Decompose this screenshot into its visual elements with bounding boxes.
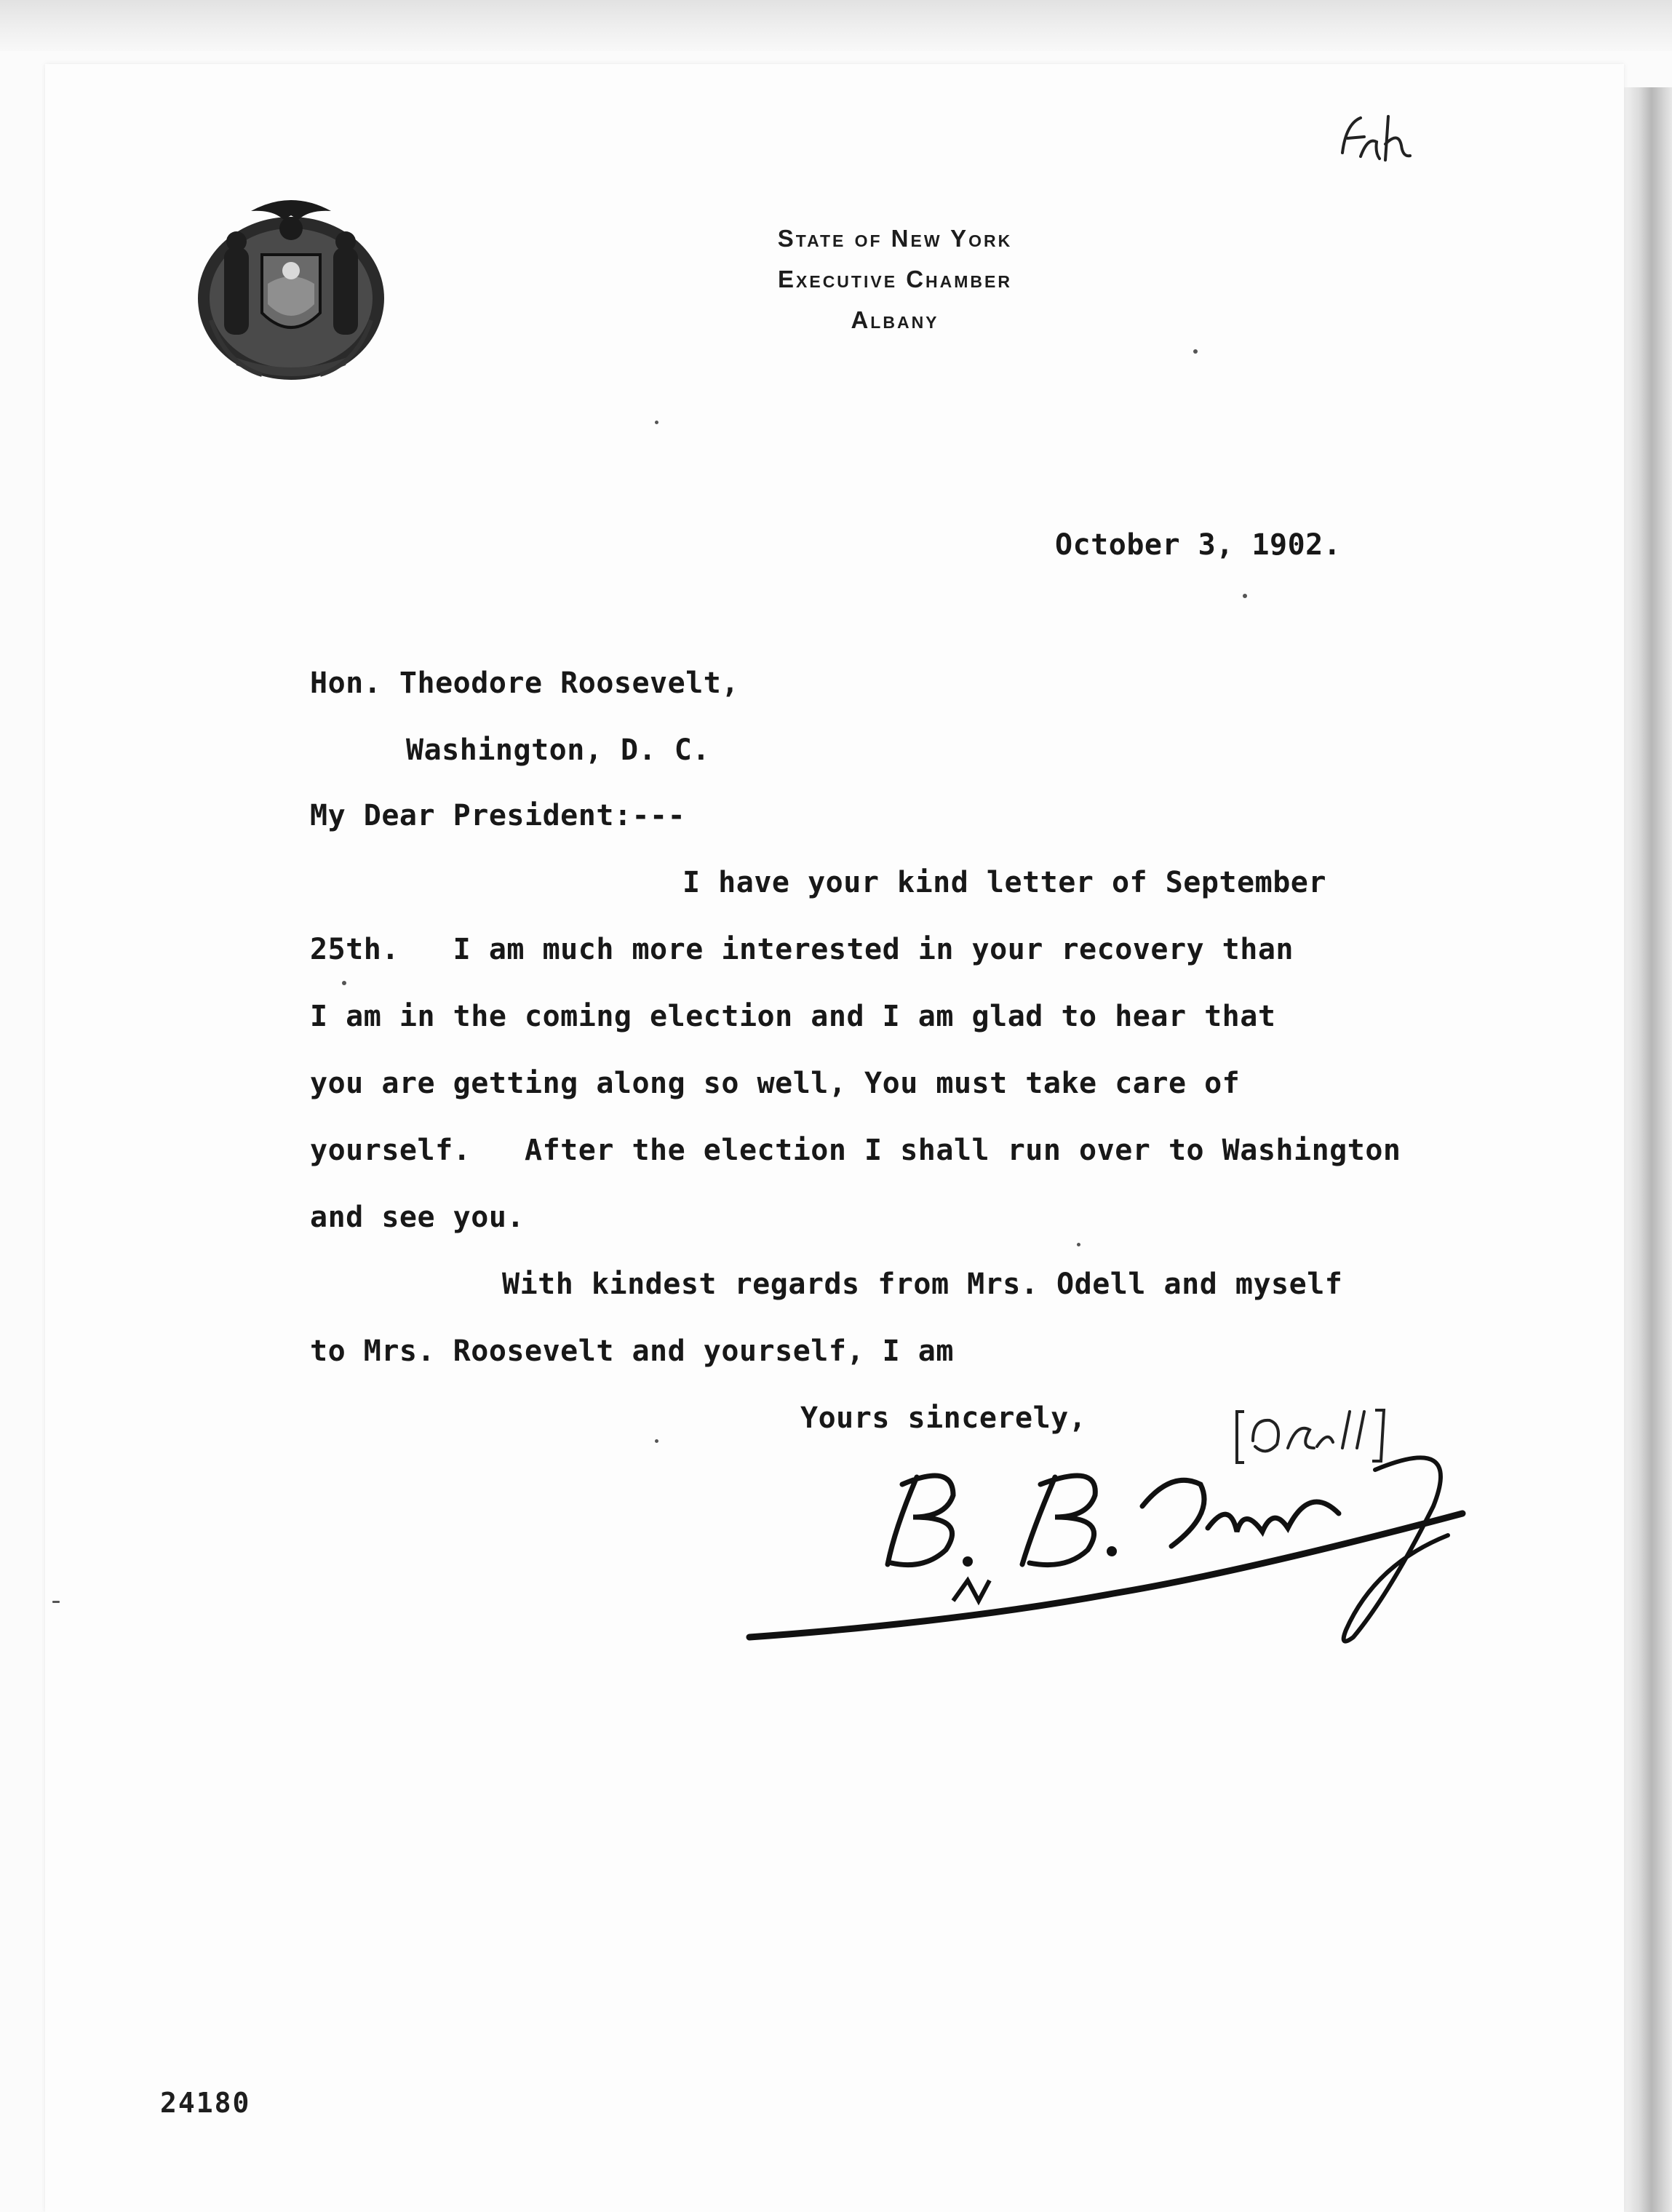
letterhead-chamber: Executive Chamber: [778, 266, 1012, 293]
scan-speck: [52, 1601, 60, 1603]
scan-speck: [1243, 594, 1247, 598]
letterhead: [640, 218, 1150, 341]
body-line: 25th. I am much more interested in your recovery than: [310, 933, 1294, 966]
scan-speck: [1193, 349, 1198, 354]
letter-date: October 3, 1902.: [1055, 528, 1342, 562]
recipient-name: Hon. Theodore Roosevelt,: [310, 667, 739, 700]
body-line: With kindest regards from Mrs. Odell and myself: [502, 1268, 1343, 1301]
handwritten-signature: [735, 1390, 1521, 1659]
body-line: yourself. After the election I shall run over to Washington: [310, 1134, 1401, 1167]
body-line: I have your kind letter of September: [682, 866, 1326, 899]
body-line: and see you.: [310, 1201, 525, 1234]
handwritten-corner-annotation: [1331, 102, 1455, 175]
scan-top-edge: [0, 0, 1672, 51]
body-line: I am in the coming election and I am glad to hear that: [310, 1000, 1276, 1033]
body-line: to Mrs. Roosevelt and yourself, I am: [310, 1334, 954, 1368]
recipient-location: Washington, D. C.: [406, 733, 710, 767]
letterhead-city: Albany: [851, 306, 939, 333]
document-number: 24180: [160, 2087, 251, 2119]
letterhead-state: State of New York: [777, 225, 1013, 252]
scan-speck: [655, 421, 658, 424]
body-line: you are getting along so well, You must take care of: [310, 1067, 1241, 1100]
scan-right-edge: [1621, 87, 1672, 2212]
scan-speck: [655, 1439, 658, 1443]
closing: Yours sincerely,: [800, 1401, 1087, 1435]
scan-speck: [342, 981, 346, 985]
salutation: My Dear President:---: [310, 799, 686, 832]
scan-speck: [1077, 1243, 1080, 1246]
state-seal-emblem: [182, 175, 415, 393]
